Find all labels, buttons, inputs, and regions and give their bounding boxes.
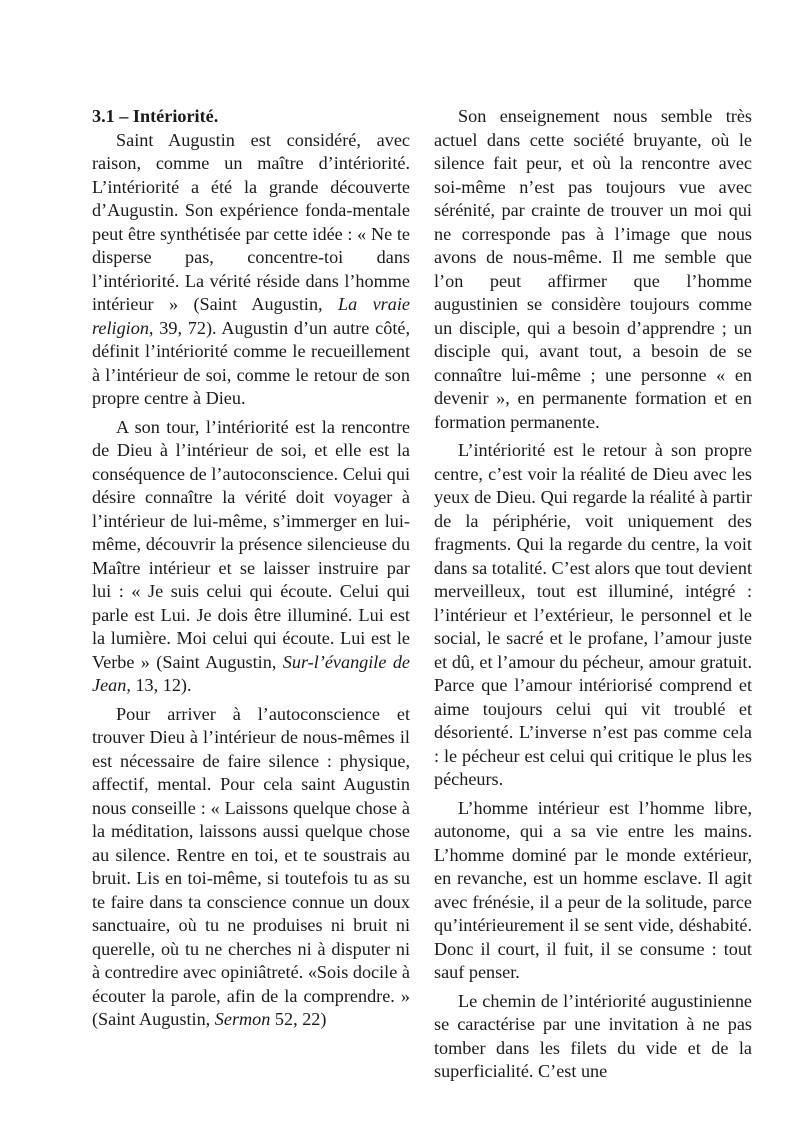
- paragraph: L’intériorité est le retour à son propre centre, c’est voir la réalité de Dieu avec les yeux de Dieu. Qui regarde la réalité à partir de la périphérie, voit uniquement des fragments. Qui la regarde du centre, la voit dans sa totalité. C’est alors que tout devient merveilleux, tout est illuminé, intégré : l’intérieur et l’extérieur, le personnel et le social, le sacré et le profane, l’amour juste et dû, et l’amour du pécheur, amour gratuit. Parce que l’amour intériorisé comprend et aime toujours celui qui vit troublé et désorienté. L’inverse n’est pas comme cela : le pécheur est celui qui critique le plus les pécheurs.: [434, 440, 752, 789]
- paragraph-text: A son tour, l’intériorité est la rencontre de Dieu à l’intérieur de soi, et elle est la conséquence de l’autoconscience. Celui qui désire connaître la vérité doit voyager à l’intérieur de lui-même, s’immerger en lui-même, découvrir la présence silencieuse du Maître intérieur et se laisser instruire par lui : « Je suis celui qui écoute. Celui qui parle est Lui. Je dois être illuminé. Lui est la lumière. Moi celui qui écoute. Lui est le Verbe » (Saint Augustin,: [92, 416, 410, 672]
- paragraph-text: Pour arriver à l’autoconscience et trouver Dieu à l’intérieur de nous-mêmes il est nécessaire de faire silence : physique, affectif, mental. Pour cela saint Augustin nous conseille : « Laissons quelque chose à la méditation, laissons aussi quelque chose au silence. Rentre en toi, et te soustrais au bruit. Lis en toi-même, si toutefois tu as su te faire dans ta conscience connue un doux sanctuaire, où tu ne produises ni bruit ni querelle, où tu ne cherches ni à disputer ni à contredire avec opiniâtreté. «Sois docile à écouter la parole, afin de la comprendre. » (Saint Augustin,: [92, 703, 410, 1029]
- paragraph: Son enseignement nous semble très actuel dans cette société bruyante, où le silence fait peur, et où la rencontre avec soi-même n’est pas toujours vue avec sérénité, par crainte de trouver un moi qui ne corresponde pas à l’image que nous avons de nous-même. Il me semble que l’on peut affirmer que l’homme augustinien se considère toujours comme un disciple, qui a besoin d’apprendre ; un disciple qui, avant tout, a besoin de se connaître lui-même ; une personne « en devenir », en permanente formation et en formation permanente.: [434, 106, 752, 432]
- paragraph: [92, 703, 410, 1032]
- paragraph-text: Saint Augustin est considéré, avec raison, comme un maître d’intériorité. L’intériorité a été la grande découverte d’Augustin. Son expérience fonda-mentale peut être synthétisée par cette idée : « Ne te disperse pas, concentre-toi dans l’intériorité. La vérité réside dans l’homme intérieur » (Saint Augustin,: [92, 129, 410, 314]
- left-column: [92, 105, 410, 1125]
- citation-title: Sur-l’évangile de Jean,: [92, 651, 410, 695]
- right-column: [434, 105, 752, 1125]
- citation-title: La vraie religion,: [92, 294, 410, 338]
- section-heading: 3.1 – Intériorité.: [92, 106, 219, 126]
- document-page: [92, 105, 752, 1125]
- citation-title: Sermon: [214, 1009, 271, 1029]
- paragraph: [92, 416, 410, 698]
- citation-reference: 13, 12).: [130, 675, 192, 695]
- citation-reference: 39, 72). Augustin d’un autre côté, définit l’intériorité comme le recueillement à l’intérieur de soi, comme le retour de son propre centre à Dieu.: [92, 317, 410, 408]
- paragraph: Le chemin de l’intériorité augustinienne se caractérise par une invitation à ne pas tomber dans les filets du vide et de la superficialité. C’est une: [434, 990, 752, 1081]
- paragraph: L’homme intérieur est l’homme libre, autonome, qui a sa vie entre les mains. L’homme dominé par le monde extérieur, en revanche, est un homme esclave. Il agit avec frénésie, il a peur de la solitude, parce qu’intérieurement il se sent vide, déshabité. Donc il court, il fuit, il se consume : tout sauf penser.: [434, 797, 752, 982]
- citation-reference: 52, 22): [270, 1009, 327, 1029]
- paragraph: [92, 129, 410, 411]
